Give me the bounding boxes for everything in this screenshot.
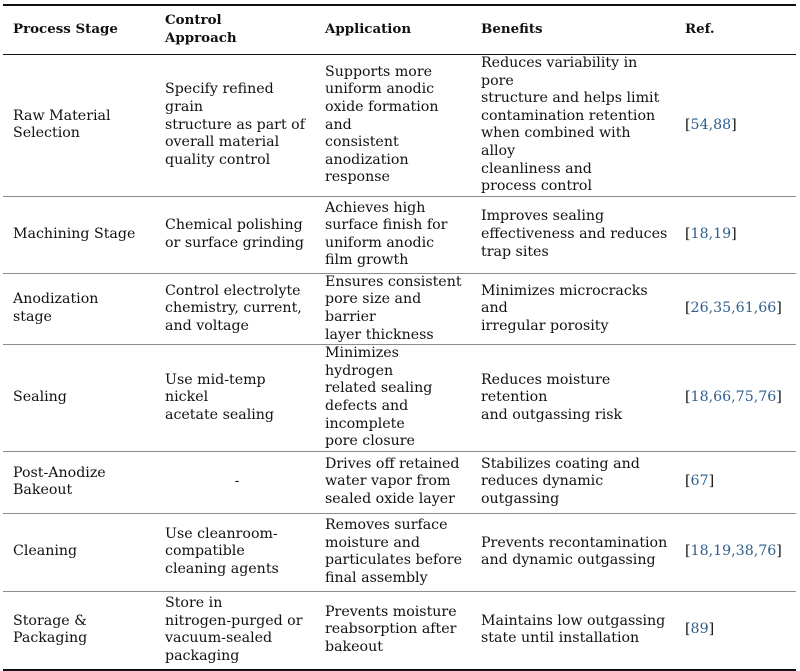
- table-row: [3, 513, 796, 591]
- stage-cell: Machining Stage: [3, 196, 155, 273]
- benefits-cell: Stabilizes coating and reduces dynamic outgassing: [471, 451, 675, 513]
- control-cell: Chemical polishing or surface grinding: [155, 196, 315, 273]
- control-cell: Specify refined grain structure as part of overall material quality control: [155, 55, 315, 197]
- stage-cell: Cleaning: [3, 513, 155, 591]
- application-cell: Ensures consistent pore size and barrier layer thickness: [315, 273, 471, 344]
- control-cell: Store in nitrogen-purged or vacuum-sealed packaging: [155, 591, 315, 670]
- ref-cell: [89]: [675, 591, 796, 670]
- control-cell: Use mid-temp nickel acetate sealing: [155, 345, 315, 452]
- header-control-approach: Control Approach: [155, 5, 315, 55]
- stage-cell: Anodization stage: [3, 273, 155, 344]
- ref-cell: [18,19]: [675, 196, 796, 273]
- stage-cell: Sealing: [3, 345, 155, 452]
- benefits-cell: Reduces variability in pore structure and helps limit contamination retention when combined with alloy cleanliness and process control: [471, 55, 675, 197]
- citation-link[interactable]: 26,35,61,66: [690, 300, 777, 317]
- table-row: [3, 55, 796, 197]
- application-cell: Minimizes hydrogen related sealing defects and incomplete pore closure: [315, 345, 471, 452]
- citation-link[interactable]: 18,66,75,76: [690, 389, 777, 406]
- stage-cell: Storage & Packaging: [3, 591, 155, 670]
- table-row: [3, 273, 796, 344]
- ref-cell: [26,35,61,66]: [675, 273, 796, 344]
- table-row: [3, 345, 796, 452]
- control-cell: Control electrolyte chemistry, current, and voltage: [155, 273, 315, 344]
- application-cell: Supports more uniform anodic oxide formation and consistent anodization response: [315, 55, 471, 197]
- benefits-cell: Reduces moisture retention and outgassing risk: [471, 345, 675, 452]
- benefits-cell: Maintains low outgassing state until installation: [471, 591, 675, 670]
- application-cell: Prevents moisture reabsorption after bakeout: [315, 591, 471, 670]
- ref-cell: [67]: [675, 451, 796, 513]
- control-cell: Use cleanroom- compatible cleaning agents: [155, 513, 315, 591]
- citation-link[interactable]: 89: [690, 621, 709, 638]
- application-cell: Drives off retained water vapor from sealed oxide layer: [315, 451, 471, 513]
- benefits-cell: Improves sealing effectiveness and reduces trap sites: [471, 196, 675, 273]
- header-process-stage: Process Stage: [3, 5, 155, 55]
- application-cell: Achieves high surface finish for uniform anodic film growth: [315, 196, 471, 273]
- header-ref: Ref.: [675, 5, 796, 55]
- stage-cell: Raw Material Selection: [3, 55, 155, 197]
- application-cell: Removes surface moisture and particulates before final assembly: [315, 513, 471, 591]
- header-benefits: Benefits: [471, 5, 675, 55]
- citation-link[interactable]: 18,19,38,76: [690, 543, 777, 560]
- stage-cell: Post-Anodize Bakeout: [3, 451, 155, 513]
- ref-cell: [54,88]: [675, 55, 796, 197]
- table-row: [3, 196, 796, 273]
- table-row: [3, 451, 796, 513]
- citation-link[interactable]: 18,19: [690, 225, 732, 242]
- ref-cell: [18,66,75,76]: [675, 345, 796, 452]
- ref-cell: [18,19,38,76]: [675, 513, 796, 591]
- table-row: [3, 591, 796, 670]
- control-cell: -: [155, 451, 315, 513]
- header-row: [3, 5, 796, 55]
- process-control-table: [3, 4, 796, 671]
- header-application: Application: [315, 5, 471, 55]
- citation-link[interactable]: 67: [690, 473, 709, 490]
- benefits-cell: Prevents recontamination and dynamic outgassing: [471, 513, 675, 591]
- benefits-cell: Minimizes microcracks and irregular porosity: [471, 273, 675, 344]
- citation-link[interactable]: 54,88: [690, 116, 732, 133]
